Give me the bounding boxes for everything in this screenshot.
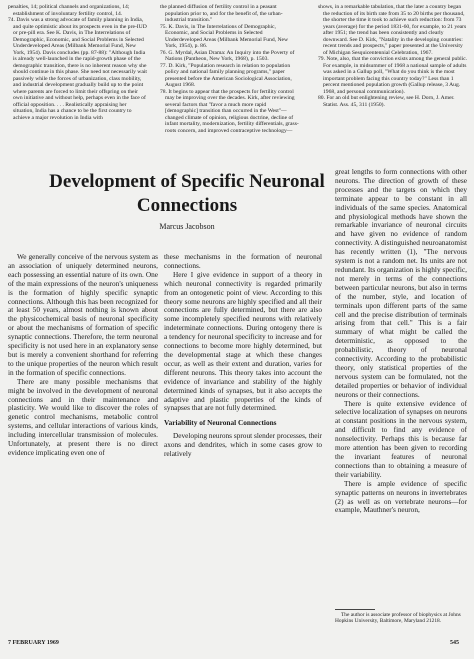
paragraph: We generally conceive of the nervous system as an association of uniquely determined neurons, each possessing an essential nature of its own. One of the main expressions of the neuron's uniqueness is the formation of highly specific synaptic connections. Although this has been recognized for at least 50 years, almost nothing is known about the physicochemical basis of neuronal specificity or about the mechanisms of formation of specific synaptic connections. Therefore, the term neuronal specificity is not used here in an explanatory sense but is merely a convenient shorthand for referring to the unique properties of the neuron which result in the formation of specific connections. — [8, 253, 158, 377]
note-text: 78. It begins to appear that the prospects for fertility control may be improving over the decades. Kirk, after reviewing several factors that "favor a much more rapid [demographic] transition than occurred in the West"—changed climate of opinion, religious doctrine, decline of infant mortality, modernization, fertility differentials, grass-roots concern, and improved contraceptive technology— — [160, 88, 299, 134]
note-text: penalties, 14; political channels and organizations, 14; establishment of involuntary fertility control, 14. — [8, 4, 130, 17]
paragraph: There is ample evidence of specific synaptic patterns on neurons in invertebrates (2) as well as on vertebrate neurons—for example, Mauthner's neuron, — [335, 478, 467, 515]
page-number: 545 — [450, 640, 459, 646]
notes-column-1 — [8, 4, 147, 154]
paragraph: Here I give evidence in support of a theory in which neuronal connectivity is regarded primarily from an ontogenetic point of view. According to this theory some neurons are highly specified and all their connections are fully determined, but there are also some incompletely specified neurons with relatively indeterminate connections. During ontogeny there is a tendency for neuronal specificity to increase and for connections to become more highly determined, but the developmental stage at which these changes occur, as well as their extent and duration, varies for different neurons. This theory takes into account the evidence of invariance and stability of the highly determined kinds of synapses, but it also accepts the adaptive and plastic properties of the kinds of synapses that are not fully determined. — [164, 269, 322, 413]
footnote-rule — [335, 609, 375, 610]
note-text: the planned diffusion of fertility control in a peasant population prior to, and for the benefit of, the urban-industrial transition." — [160, 4, 283, 23]
note-text: 75. K. Davis, in The Interrelations of Demographic, Economic, and Social Problems in Selected Underdeveloped Areas (Milbank Memorial Fund, New York, 1954), p. 86. — [160, 23, 289, 49]
paragraph: Developing neurons sprout slender processes, their axons and dendrites, which in some cases grow to relatively — [164, 431, 322, 459]
issue-date: 7 FEBRUARY 1969 — [8, 640, 59, 646]
notes-column-3 — [318, 4, 468, 150]
note-text: 80. For an old but enlightening review, see H. Dorn, J. Amer. Statist. Ass. 45, 311 (1950). — [318, 95, 455, 108]
note-text: shows, in a remarkable tabulation, that the later a country began the reduction of its birth rate from 35 to 20 births per thousand, the shorter the time it took to achieve such reduction: from 73 years (average) for the period 1831-60, for example, to 21 years after 1951; the trend has been consistently and clearly downward. See D. Kirk, "Natality in the developing countries: recent trends and prospects," paper presented at the University of Michigan Sesquicentennial Celebration, 1967. — [318, 4, 467, 56]
article-author: Marcus Jacobson — [159, 222, 215, 231]
paragraph: There are many possible mechanisms that might be involved in the development of neuronal connections and in their maintenance and plasticity. We would like to discover the roles of genetic control mechanisms, metabolic control systems, and cellular interactions of various kinds, including intercellular transmission of molecules. Unfortunately, at present there is no direct evidence implicating even one of — [8, 376, 158, 457]
section-heading: Variability of Neuronal Connections — [164, 418, 277, 428]
body-column-left — [8, 253, 158, 635]
body-column-right — [335, 168, 467, 608]
body-column-middle — [164, 253, 322, 635]
article-title: Development of Specific Neuronal Connections — [49, 171, 325, 216]
note-text: 74. Davis was a strong advocate of family planning in India, and quite optimistic about its prospects even in the pre-IUD or pre-pill era. See K. Davis, in The Interrelations of Demographic, Economic, and Social Problems in Selected Underdeveloped Areas (Milbank Memorial Fund, New York, 1954). Davis concludes (pp. 87-88): "Although India is already well-launched in the rapid-growth phase of the demographic transition, there is no inherent reason why she should continue in this phase. She need not necessarily wait passively while the forces of urbanization, class mobility, and industrial development gradually build up to the point where parents are forced to limit their offspring on their own initiative and without help, perhaps even in the face of official opposition. . . . Realistically appraising her situation, India has a chance to be the first country to achieve a major revolution in India with — [8, 17, 147, 121]
notes-column-2 — [160, 4, 300, 154]
note-text: 76. G. Myrdal, Asian Drama: An Inquiry into the Poverty of Nations (Pantheon, New York, 1968), p. 1503. — [160, 49, 295, 62]
note-text: 77. D. Kirk, "Population research in relation to population policy and national family planning programs," paper presented before the American Sociological Association, August 1968. — [160, 62, 292, 88]
note-text: 79. Note, also, that the conviction exists among the general public. For example, in midsummer of 1968 a national sample of adults was asked in a Gallup poll, "What do you think is the most important problem facing this country today?" Less than 1 percent mentioned population growth (Gallup release, 3 Aug. 1968, and personal communication). — [318, 56, 468, 95]
author-footnote: The author is associate professor of biophysics at Johns Hopkins University, Baltimore, Maryland 21218. — [335, 612, 461, 625]
paragraph: these mechanisms in the formation of neuronal connections. — [164, 253, 322, 270]
paragraph: There is quite extensive evidence of selective localization of synapses on neurons at constant positions in the nervous system, and difficult to find any evidence of nonselectivity. Perhaps this is because far more attention has been given to recording the invariant features of neuronal connections than to obtaining a measure of their variability. — [335, 398, 467, 479]
paragraph: great lengths to form connections with other neurons. The direction of growth of these processes and the targets on which they terminate appear to be constant in all individuals of the same species. Anatomical and physiological methods have shown the remarkable invariance of neuronal circuits and have given no evidence of random connectivity. A distinguished neuroanatomist has recently written (1), "The nervous system is not a random net. Its units are not redundant. Its organization is highly specific, not merely in terms of the connections between particular neurons, but also in terms of the number, style, and location of terminals upon different parts of the same cell and the precise distribution of terminals arising from that cell." This is a fair summary of what might be called the deterministic, as opposed to the probabilistic, theory of neuronal connectivity. According to the probabilistic theory, only statistical properties of the nervous system can be formulated, not the detailed properties or behavior of individual neurons or their connections. — [335, 168, 467, 399]
